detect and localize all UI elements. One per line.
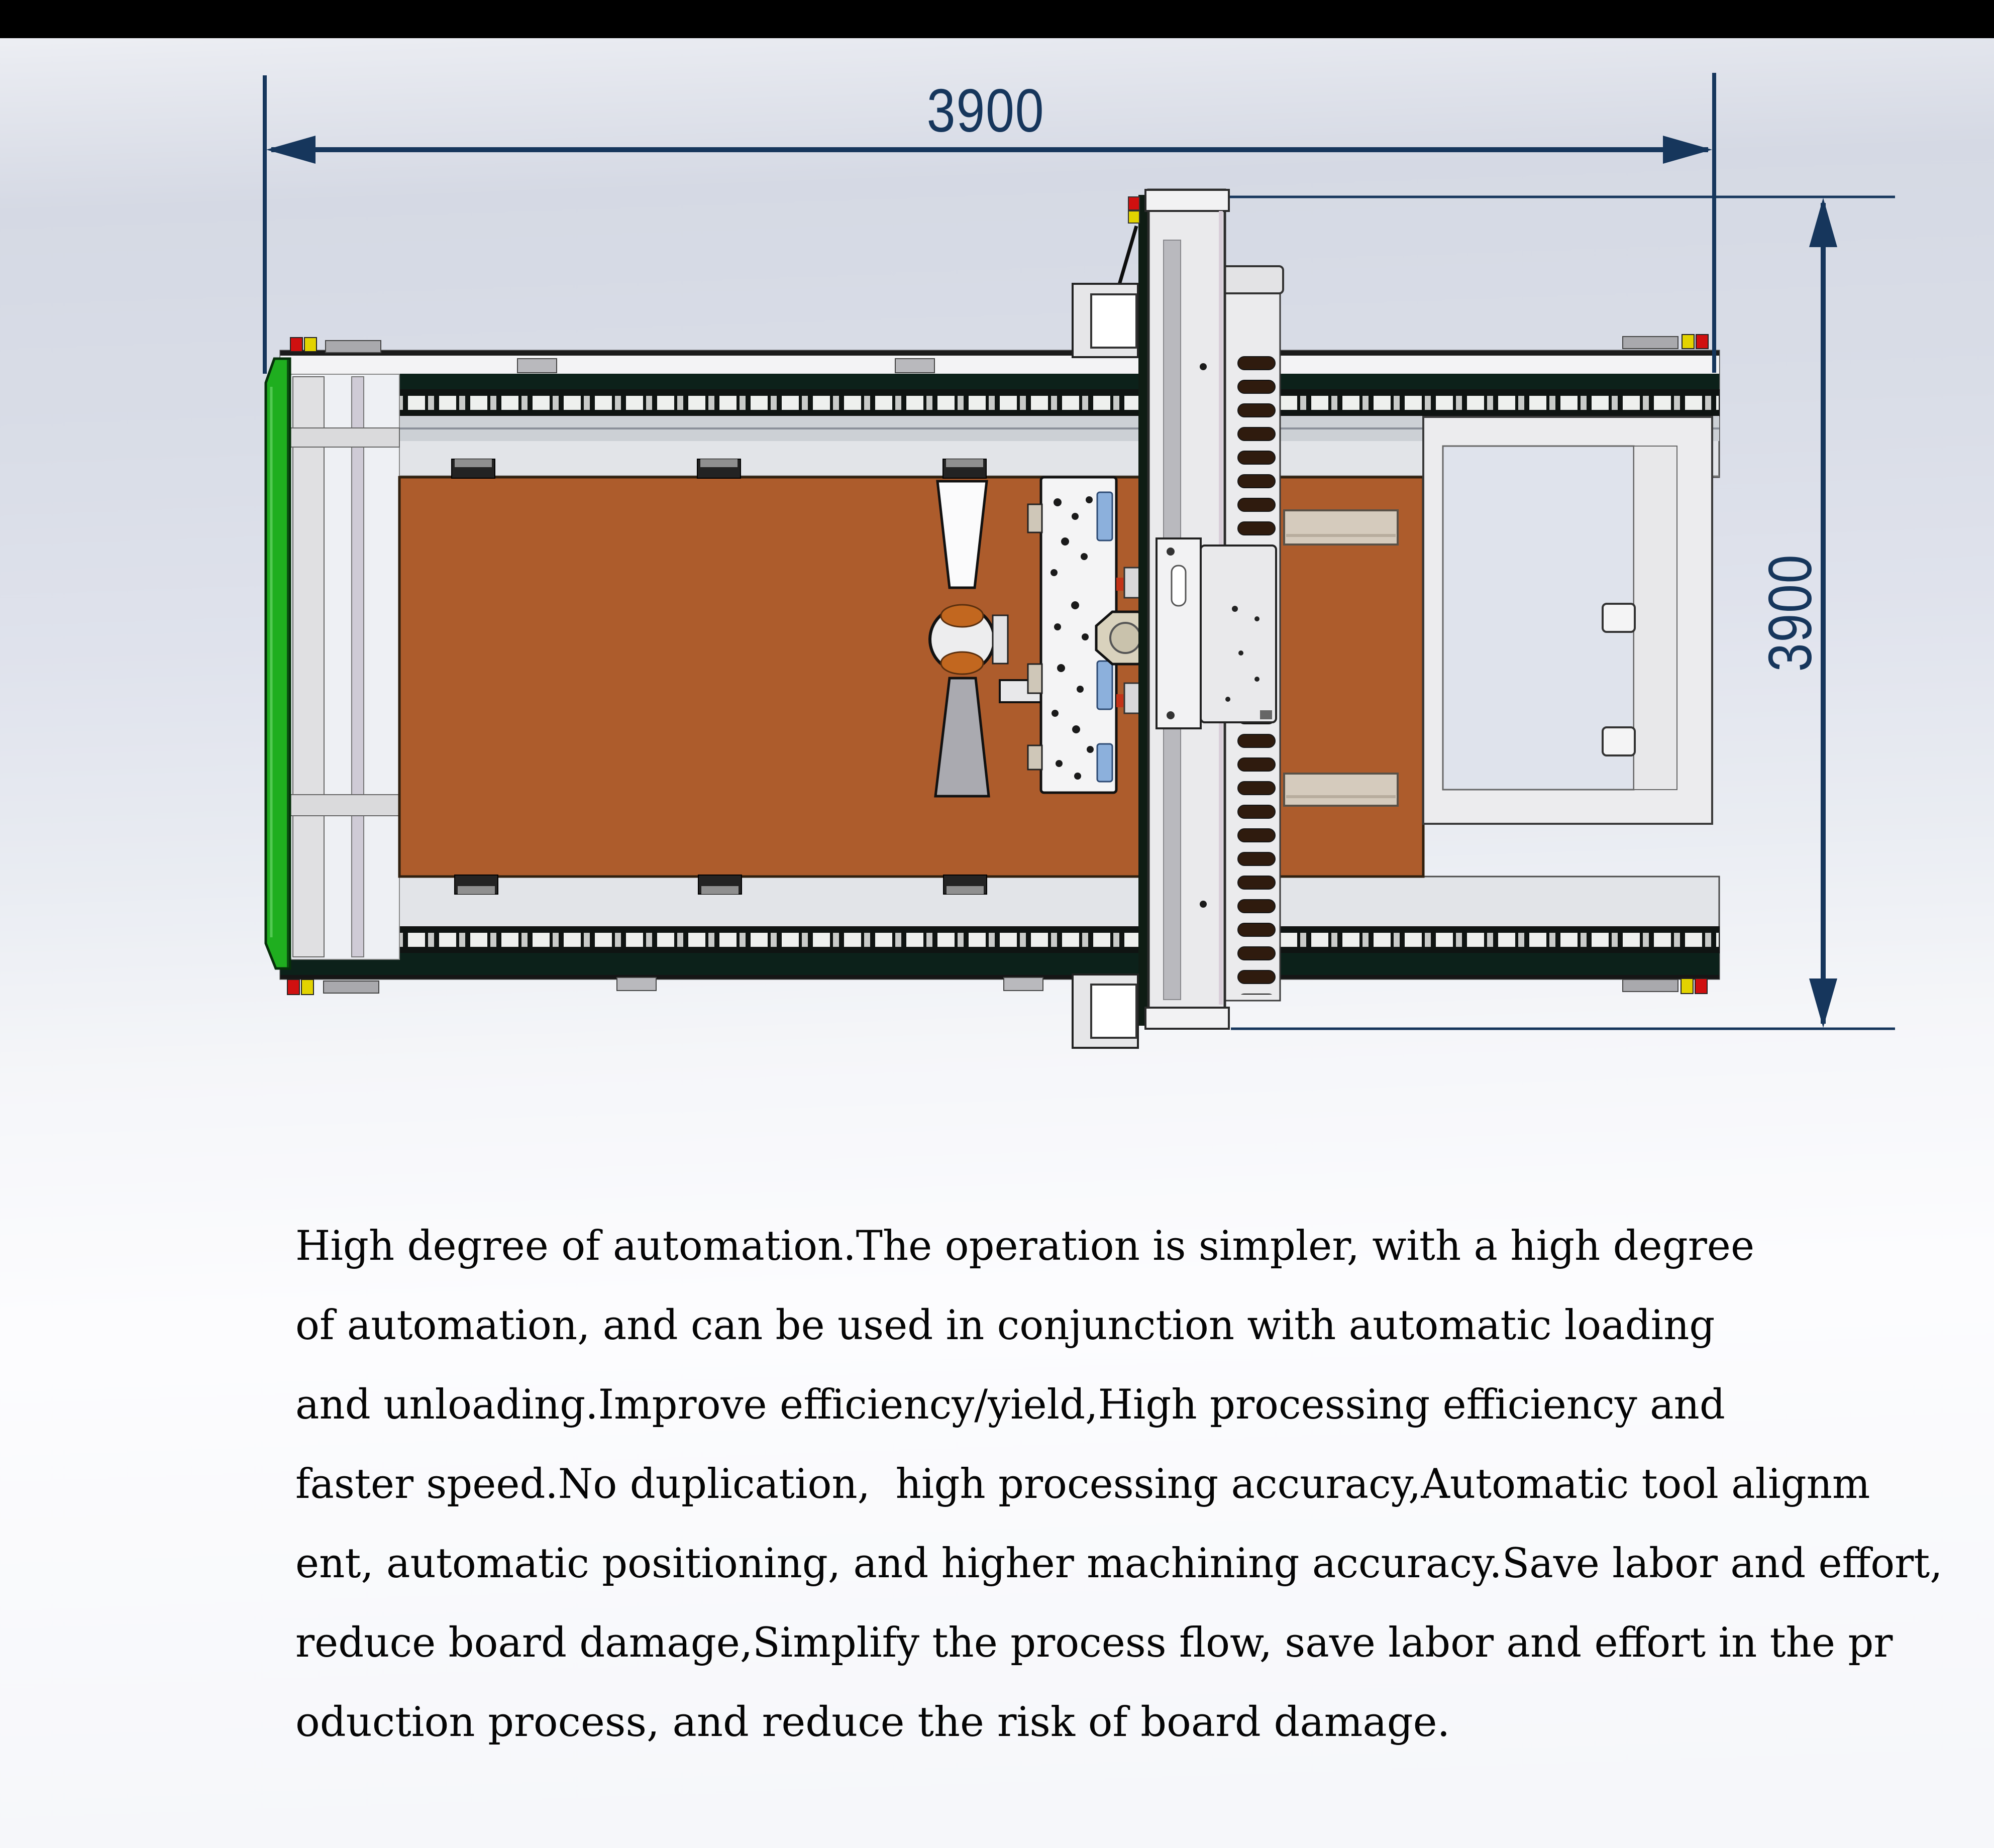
description-line: oduction process, and reduce the risk of board damage. xyxy=(295,1699,1450,1746)
description-line: ent, automatic positioning, and higher machining accuracy.Save labor and effort, xyxy=(295,1540,1943,1587)
indicator-yellow xyxy=(301,980,313,995)
indicator-red xyxy=(1696,335,1708,349)
control-box-top xyxy=(1073,284,1138,357)
description-line: High degree of automation.The operation is simpler, with a high degree xyxy=(295,1223,1755,1270)
indicator-yellow xyxy=(304,338,317,352)
indicator-red xyxy=(290,338,302,352)
beam-guide-strip xyxy=(1138,195,1148,1026)
arrow-down xyxy=(1809,979,1837,1028)
saw-carriage xyxy=(1157,538,1276,728)
dimension-width-label: 3900 xyxy=(926,76,1045,145)
description-paragraph xyxy=(295,1207,1943,1762)
description-line: reduce board damage,Simplify the process flow, save labor and effort in the pr xyxy=(295,1619,1893,1667)
dimension-height-label: 3900 xyxy=(1756,554,1824,672)
arrow-right xyxy=(1663,136,1712,164)
green-edge-strip xyxy=(266,359,290,968)
control-screen xyxy=(1091,985,1136,1038)
arrow-up xyxy=(1809,198,1837,247)
frame-pin xyxy=(1603,727,1635,755)
indicator-red xyxy=(287,980,299,995)
arrow-left xyxy=(266,136,316,164)
beam-indicator-red xyxy=(1128,197,1139,210)
beam-indicator-yellow xyxy=(1128,211,1139,223)
machine-body xyxy=(266,190,1719,1048)
indicator-yellow xyxy=(1681,979,1693,994)
description-line: faster speed.No duplication, high processing accuracy,Automatic tool alignm xyxy=(295,1461,1870,1508)
description-line: of automation, and can be used in conjunction with automatic loading xyxy=(295,1302,1715,1349)
control-screen xyxy=(1091,294,1136,348)
beam-cable xyxy=(1119,226,1136,284)
frame-pin xyxy=(1603,604,1635,632)
left-frame xyxy=(290,374,399,959)
control-box-bottom xyxy=(1073,974,1138,1048)
indicator-red xyxy=(1695,979,1707,994)
description-line: and unloading.Improve efficiency/yield,High processing efficiency and xyxy=(295,1381,1725,1429)
right-frame xyxy=(1423,417,1712,824)
indicator-yellow xyxy=(1682,335,1694,349)
